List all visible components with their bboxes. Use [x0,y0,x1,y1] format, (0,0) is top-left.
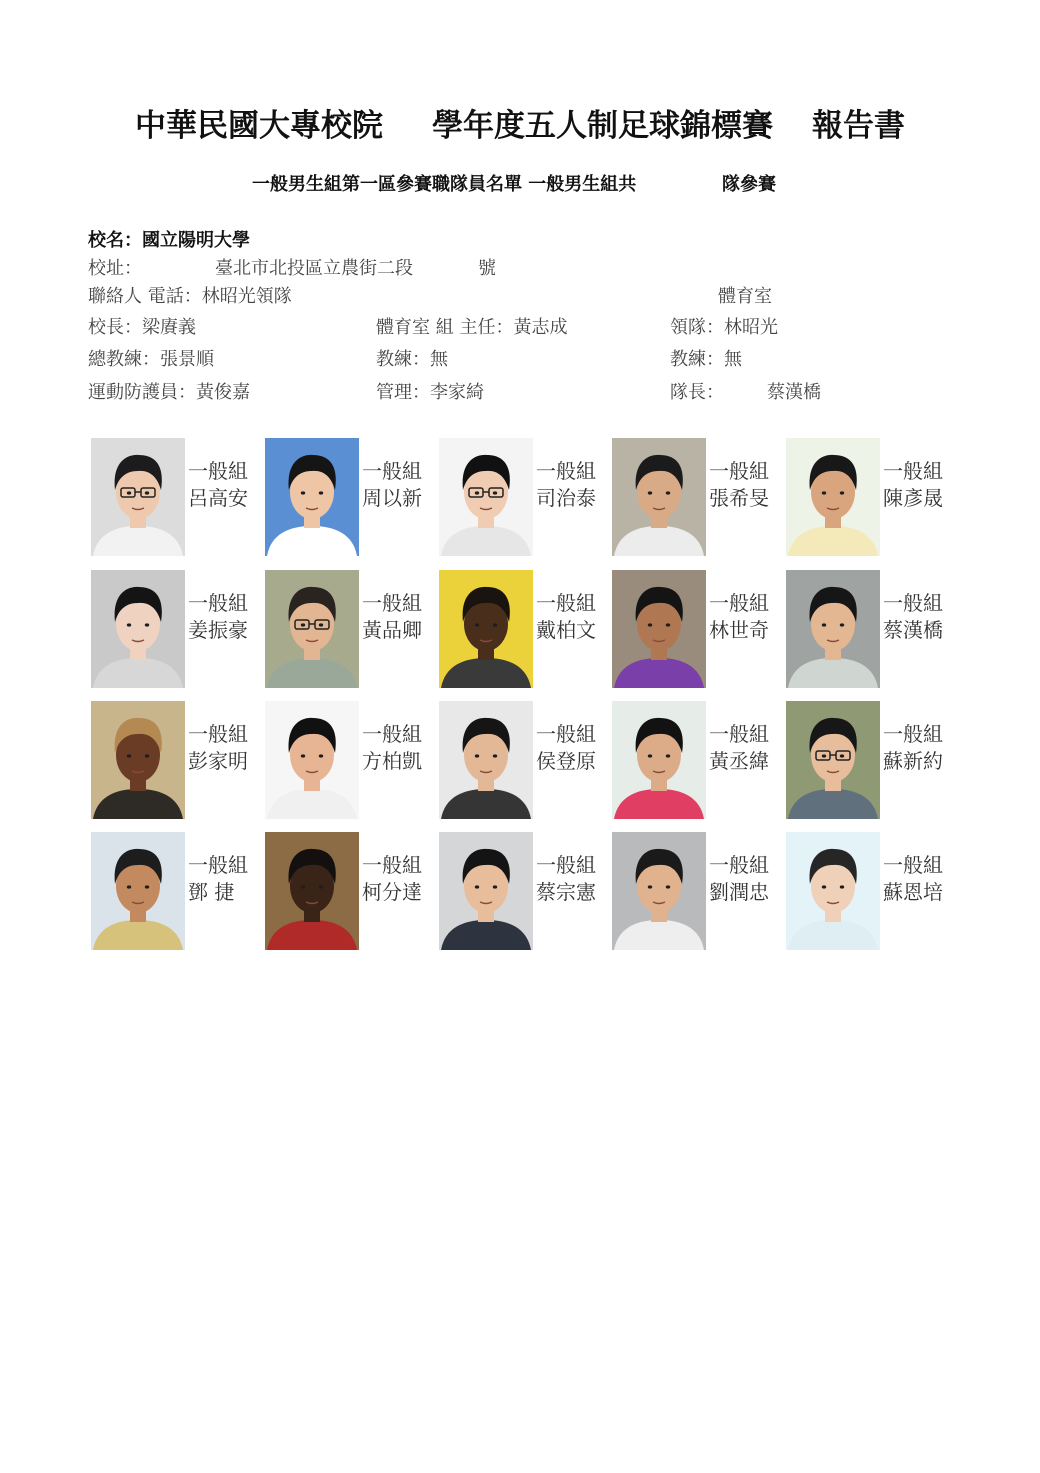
player-portrait-icon [612,438,706,556]
player-name: 侯登原 [536,749,596,773]
player-group: 一般組 [709,591,769,615]
player-group: 一般組 [536,459,596,483]
player-portrait-icon [786,438,880,556]
address-suffix: 號 [478,258,496,279]
player-group: 一般組 [362,459,422,483]
subtitle-part-2: 隊參賽 [722,174,776,195]
document-subtitle [0,170,1040,196]
player-portrait-icon [91,438,185,556]
player-group: 一般組 [709,722,769,746]
captain-label: 隊長： [670,382,724,403]
player-name: 彭家明 [188,749,248,773]
team-leader: 領隊：林昭光 [670,317,778,338]
document-title [0,100,1040,144]
player-portrait-icon [439,832,533,950]
athletic-trainer: 運動防護員：黃俊嘉 [88,382,250,403]
player-photo [265,570,359,688]
player-photo [91,701,185,819]
player-group: 一般組 [188,853,248,877]
player-group: 一般組 [188,722,248,746]
player-photo [265,832,359,950]
player-portrait-icon [612,832,706,950]
player-photo [786,570,880,688]
player-photo [612,832,706,950]
player-name: 劉潤忠 [709,880,769,904]
player-group: 一般組 [362,853,422,877]
player-photo [439,701,533,819]
coach-2: 教練：無 [670,349,742,370]
player-name: 張希旻 [709,486,769,510]
player-name: 柯分達 [362,880,422,904]
player-portrait-icon [612,701,706,819]
player-photo [91,570,185,688]
player-group: 一般組 [709,459,769,483]
player-group: 一般組 [188,591,248,615]
player-portrait-icon [265,438,359,556]
title-part-1: 中華民國大專校院 [135,108,383,144]
player-photo [612,438,706,556]
player-name: 戴柏文 [536,618,596,642]
player-portrait-icon [265,570,359,688]
player-photo [265,701,359,819]
subtitle-part-1: 一般男生組第一區參賽職隊員名單 一般男生組共 [252,174,637,195]
player-portrait-icon [439,438,533,556]
player-portrait-icon [91,832,185,950]
player-name: 姜振豪 [188,618,248,642]
head-coach: 總教練：張景順 [88,349,214,370]
team-manager: 管理：李家綺 [376,382,484,403]
player-name: 司治泰 [536,486,596,510]
player-name: 周以新 [362,486,422,510]
address-label: 校址： [88,258,142,279]
player-name: 蘇新約 [883,749,943,773]
player-name: 呂高安 [188,486,248,510]
player-portrait-icon [265,701,359,819]
player-photo [439,832,533,950]
player-portrait-icon [612,570,706,688]
player-photo [612,701,706,819]
player-group: 一般組 [536,591,596,615]
player-group: 一般組 [536,722,596,746]
sports-director: 體育室 組 主任：黃志成 [376,317,568,338]
player-name: 黃丞緯 [709,749,769,773]
player-portrait-icon [91,701,185,819]
player-group: 一般組 [883,853,943,877]
title-part-2: 學年度五人制足球錦標賽 [432,108,773,144]
player-photo [786,438,880,556]
player-photo [91,438,185,556]
player-group: 一般組 [536,853,596,877]
player-group: 一般組 [883,722,943,746]
player-portrait-icon [439,570,533,688]
school-name: 校名：國立陽明大學 [88,230,250,251]
player-group: 一般組 [188,459,248,483]
player-photo [265,438,359,556]
player-photo [612,570,706,688]
contact-line: 聯絡人 電話：林昭光領隊 [88,286,292,307]
player-portrait-icon [265,832,359,950]
player-photo [439,570,533,688]
player-group: 一般組 [883,459,943,483]
coach-1: 教練：無 [376,349,448,370]
player-group: 一般組 [362,591,422,615]
player-name: 蘇恩培 [883,880,943,904]
captain-name: 蔡漢橋 [767,382,821,403]
player-photo [91,832,185,950]
player-portrait-icon [439,701,533,819]
president: 校長：梁賡義 [88,317,196,338]
player-photo [786,832,880,950]
player-portrait-icon [786,570,880,688]
player-group: 一般組 [709,853,769,877]
player-group: 一般組 [362,722,422,746]
player-name: 方柏凱 [362,749,422,773]
player-portrait-icon [786,832,880,950]
address-value: 臺北市北投區立農街二段 [215,258,413,279]
title-part-3: 報告書 [812,108,905,144]
player-photo [786,701,880,819]
player-name: 黃品卿 [362,618,422,642]
player-name: 蔡宗憲 [536,880,596,904]
player-group: 一般組 [883,591,943,615]
player-name: 林世奇 [709,618,769,642]
player-portrait-icon [91,570,185,688]
sports-office: 體育室 [718,286,772,307]
player-photo [439,438,533,556]
player-name: 鄧 捷 [188,880,235,904]
player-name: 蔡漢橋 [883,618,943,642]
player-portrait-icon [786,701,880,819]
player-name: 陳彥晟 [883,486,943,510]
